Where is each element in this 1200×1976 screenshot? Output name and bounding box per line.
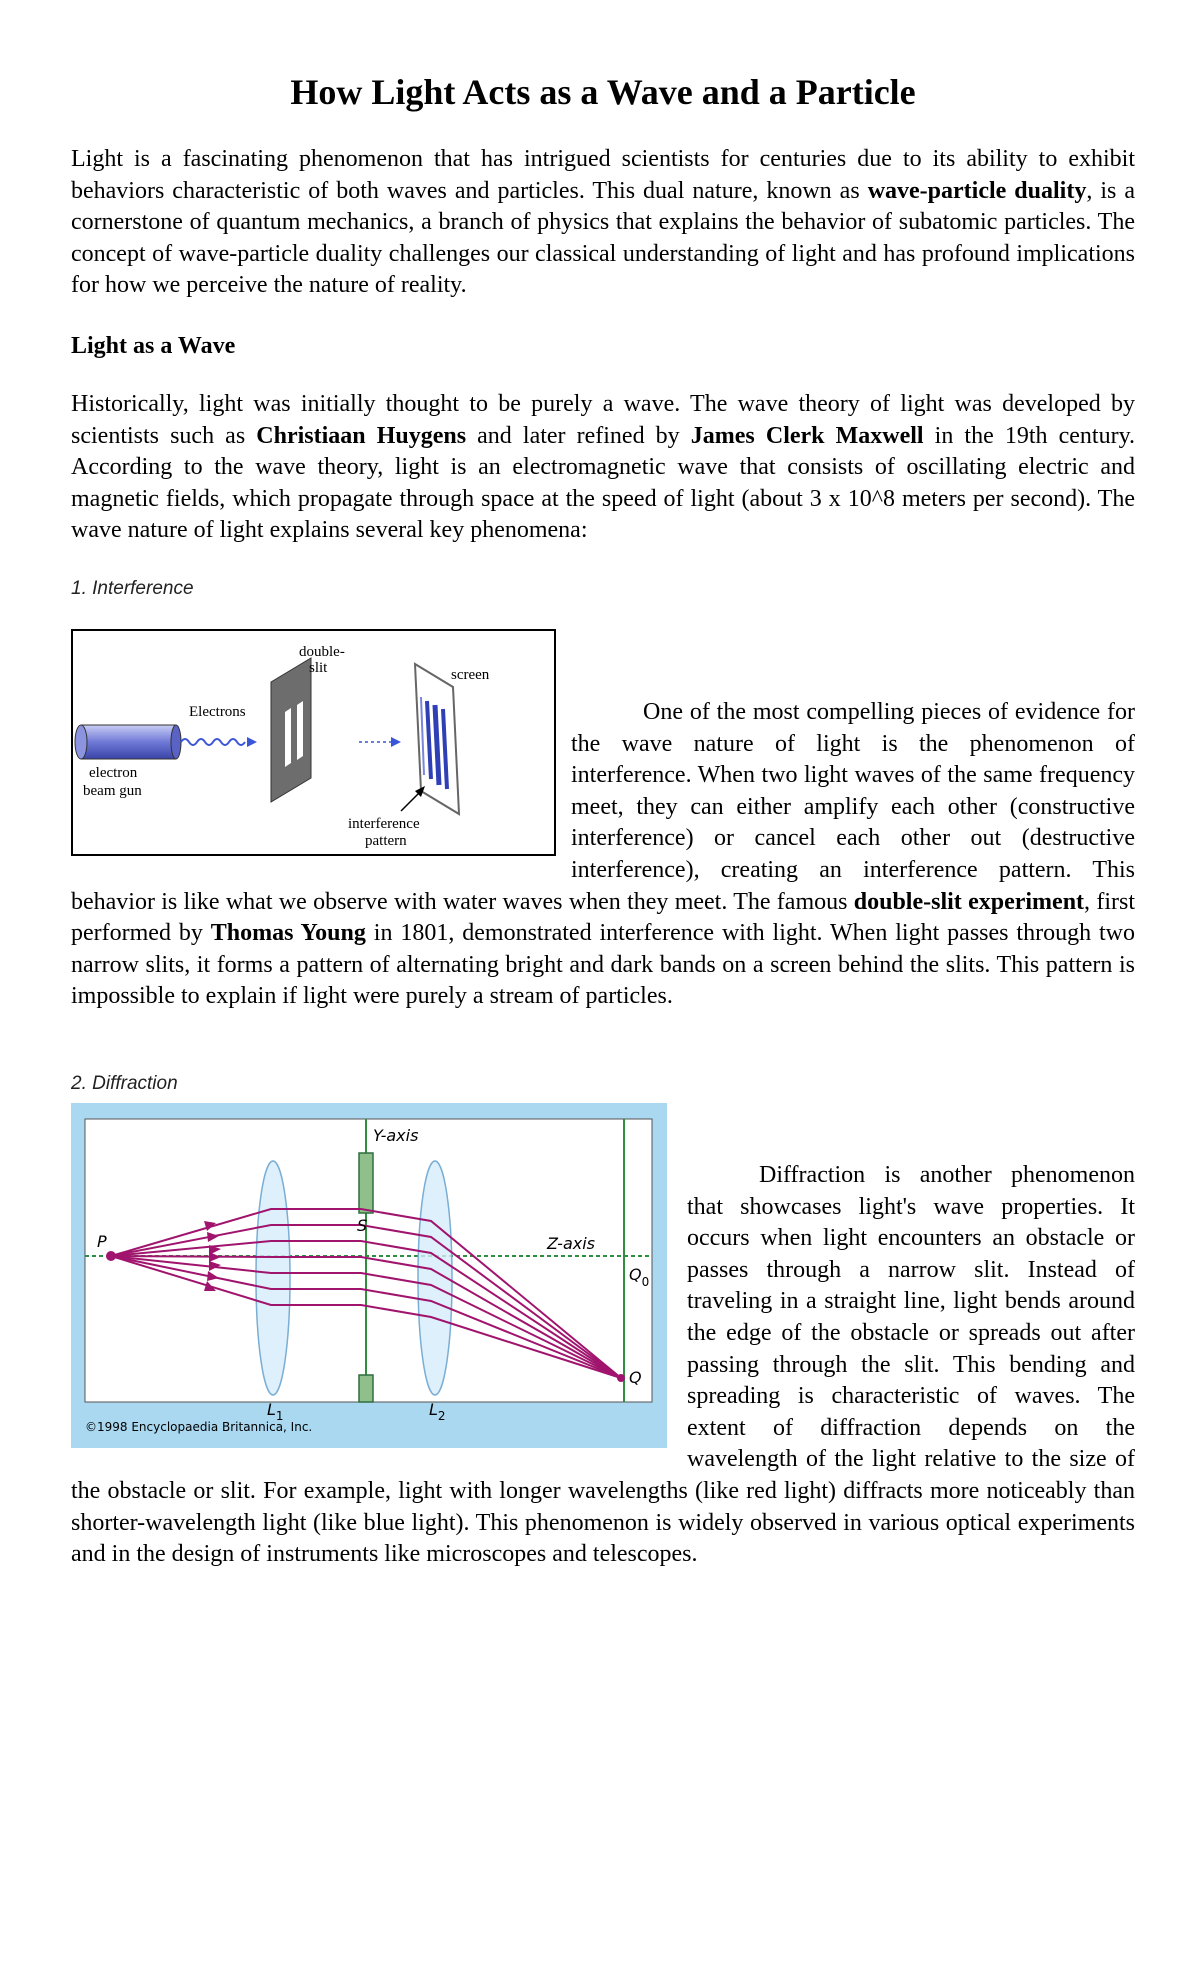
interference-text-1: One of the most compelling pieces of evidence for the wave nature of light is the phenomenon of interference. When two light waves of the same frequency meet, they can either amplify each other (constructive interference) or cancel each other out (destructive interference), creating an interference pattern. This behavior is like what we observe with water waves when they meet. The famous (71, 699, 1135, 915)
label-l2: $L_2$ (429, 1400, 446, 1423)
diffraction-text: Diffraction is another phenomenon that showcases light's wave properties. It occurs when light encounters an obstacle or passes through a narrow slit. Instead of traveling in a straight line, light bends around the edge of the obstacle or spreads out after passing through the slit. This bending and spreading is characteristic of waves. The extent of diffraction depends on the wavelength of the light relative to the size of the obstacle or slit. For example, light with longer wavelengths (like red light) diffracts more noticeably than shorter-wavelength light (like blue light). This phenomenon is widely observed in various optical experiments and in the design of instruments like microscopes and telescopes. (71, 1162, 1135, 1568)
wave-paragraph (71, 389, 1135, 547)
double-slit-figure (71, 629, 556, 856)
wave-bold-huygens: Christiaan Huygens (256, 422, 467, 449)
intro-text-2: , is a cornerstone of quantum mechanics, a branch of physics that explains the behavior of subatomic particles. The concept of wave-particle duality challenges our classical understanding of light and has profound implications for how we perceive the nature of reality. (71, 177, 1135, 299)
point-p-icon (106, 1251, 116, 1261)
label-z-axis: Z-axis (547, 1234, 595, 1253)
label-screen: screen (451, 667, 490, 683)
label-gun-2: beam gun (83, 783, 142, 799)
label-l1: $L_1$ (267, 1400, 284, 1423)
section-heading: Light as a Wave (71, 333, 236, 359)
interference-text-2: , first performed by (71, 888, 1135, 947)
lens-l1-icon (256, 1161, 290, 1395)
interference-section (71, 644, 1135, 1013)
interference-caption: 1. Interference (71, 578, 194, 599)
point-q-icon (617, 1374, 625, 1382)
label-y-axis: Y-axis (373, 1126, 419, 1145)
label-electrons: Electrons (189, 704, 246, 720)
diffraction-section (71, 1126, 1135, 1571)
page-title: How Light Acts as a Wave and a Particle (290, 72, 916, 112)
interference-text-3: in 1801, demonstrated interference with light. When light passes through two narrow slits, it forms a pattern of alternating bright and dark bands on a screen behind the slits. This pattern is impossible to explain if light were purely a stream of particles. (71, 920, 1135, 1010)
interference-bold-experiment: double-slit experiment (853, 888, 1085, 915)
diffraction-figure (71, 1103, 667, 1448)
label-q: Q (629, 1368, 642, 1387)
aperture-top (359, 1153, 373, 1213)
wave-bold-maxwell: James Clerk Maxwell (690, 422, 924, 449)
label-double-slit-2: slit (309, 660, 328, 676)
interference-bold-young: Thomas Young (210, 920, 366, 947)
label-pattern-1: interference (348, 816, 420, 832)
label-gun-1: electron (89, 765, 138, 781)
label-double-slit-1: double- (299, 644, 345, 660)
intro-text-1: Light is a fascinating phenomenon that has intrigued scientists for centuries due to its ability to exhibit behaviors characteristic of both waves and particles. This dual nature, known as (71, 146, 1135, 204)
copyright-notice: ©1998 Encyclopaedia Britannica, Inc. (85, 1420, 313, 1434)
diffraction-caption: 2. Diffraction (71, 1073, 178, 1094)
label-pattern-2: pattern (365, 833, 407, 849)
wave-text-2: and later refined by (466, 422, 691, 449)
label-q0: $Q_0$ (629, 1265, 650, 1289)
electron-gun-icon (75, 725, 181, 759)
wave-text-3: in the 19th century. According to the wave theory, light is an electromagnetic wave that consists of oscillating electric and magnetic fields, which propagate through space at the speed of light (about 3 x 10^8 meters per second). The wave nature of light explains several key phenomena: (71, 422, 1136, 544)
intro-bold-term: wave-particle duality (867, 177, 1087, 204)
aperture-bottom (359, 1375, 373, 1402)
label-s: S (357, 1216, 368, 1235)
intro-paragraph (71, 144, 1135, 302)
label-p: P (97, 1232, 107, 1251)
double-slit-plate-icon (271, 658, 311, 802)
wave-text-1: Historically, light was initially thought to be purely a wave. The wave theory of light was developed by scientists such as (71, 391, 1135, 449)
